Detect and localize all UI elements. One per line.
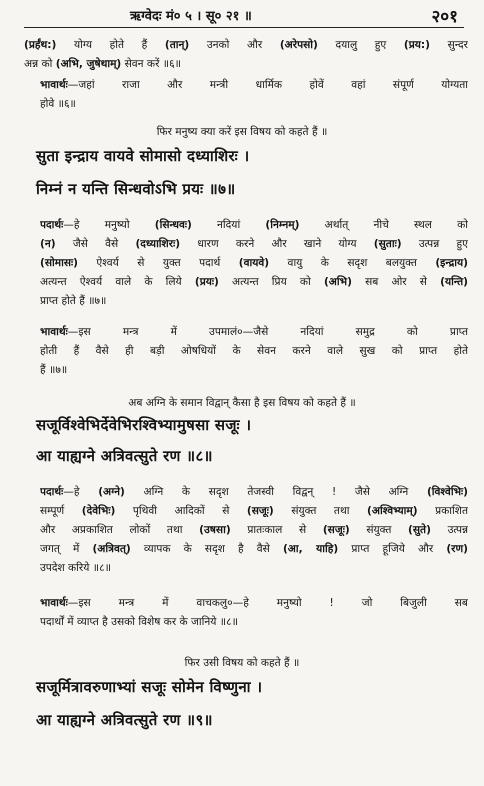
text-run: सेवन करें ॥६॥ [121,58,181,70]
term: (अत्रिवत्) [92,543,131,555]
term: (अश्विभ्याम्) [367,505,418,517]
text-line [40,521,468,540]
text-line [40,273,468,292]
text-run: अग्नि के सदृश तेजस्वी विद्वन् ! जैसे अग्नि [124,486,427,498]
page-header [0,6,484,28]
term: (सिन्धवः) [154,219,192,231]
text-run: सब ओर से [351,276,441,288]
text-run: प्रकाशित [417,505,468,517]
bhavartha-block [40,323,468,380]
text-run: सुन्दर [429,39,468,51]
header-rule [24,27,464,28]
term: पदार्थः [40,486,64,498]
text-run: प्राप्त हूजिये और [338,543,447,555]
bhavartha-block [40,76,468,114]
text-run: जगत् में [40,543,93,555]
text-run: अत्यन्त प्रिय को [218,276,324,288]
term: (प्रर्हंथ:) [24,39,57,51]
term: (सजूः) [322,524,350,536]
text-run: व्यापक के सदृश है वैसे [130,543,283,555]
text-run: जैसे वैसे [55,238,136,250]
term: भावार्थः [40,79,68,91]
text-run: प्रातःकाल से [230,524,323,536]
text-line [40,292,468,311]
term: (सजूः) [246,505,274,517]
term: (न) [40,238,56,250]
padartha-block [40,216,468,311]
text-run: ऐश्वर्य से युक्त पदार्थ [77,257,239,269]
text-line [40,76,468,95]
text-run: उपदेश करिये ॥८॥ [40,562,111,574]
term: (सोमासः) [40,257,78,269]
term: भावार्थः [40,597,68,609]
text-line [40,502,468,521]
text-run: —जहां राजा और मन्त्री धार्मिक होवें वहां संपूर्ण योग्यता [67,79,468,91]
text-line [40,594,468,613]
term: (निम्नम्) [265,219,300,231]
text-line [24,55,468,74]
running-head: ऋग्वेदः मं० ५ । सू० २१ ॥ [130,9,252,24]
text-run: और अप्रकाशित लोकों तथा [40,524,200,536]
term: (तान्) [164,39,190,51]
text-run: उत्पन्न [430,524,468,536]
text-line [40,361,468,380]
term: (रण) [446,543,468,555]
mantra-line: निम्नं न यन्ति सिन्धवोऽभि प्रयः ॥७॥ [36,180,236,198]
term: (उषसा) [199,524,231,536]
term: (इन्द्राय) [435,257,468,269]
text-line [40,323,468,342]
term: (अरेपसो) [279,39,318,51]
text-run: वायु के सदृश बलयुक्त [269,257,436,269]
text-line [40,216,468,235]
text-line [40,483,468,502]
term: (देवेभिः) [81,505,116,517]
text-run: दयालु हुए [317,39,404,51]
term: (अभि) [323,276,352,288]
mantra-line: आ याह्यग्ने अत्रिवत्सुते रण ॥९॥ [36,711,213,729]
page-number: २०१ [431,7,458,27]
term: (अभि, जुषेथाम्) [55,58,122,70]
text-run: होवे ॥६॥ [40,98,76,110]
text-run: संयुक्त तथा [273,505,368,517]
text-line [40,613,468,632]
text-line [40,342,468,361]
prose-block [24,36,468,74]
text-run: अर्थात् नीचे स्थल को [299,219,468,231]
text-run: उनको और [189,39,280,51]
bhavartha-block [40,594,468,632]
term: (दध्याशिरः) [135,238,181,250]
term: (विश्वेभिः) [426,486,468,498]
text-run: धारण करने और खाने योग्य [180,238,374,250]
text-line [40,95,468,114]
text-line [24,36,468,55]
term: (सुताः) [373,238,402,250]
term: (प्रयः) [194,276,219,288]
mantra-line: सजूर्विश्वेभिर्देवेभिरश्विभ्यामुषसा सजूः । [36,416,252,434]
text-run: अन्न को [24,58,56,70]
text-run: अत्यन्त ऐश्वर्य वाले के लिये [40,276,195,288]
text-run: प्राप्त होते हैं ॥७॥ [40,295,107,307]
text-run: —इस मन्त्र में उपमालं०—जैसे नदियां समुद्र को प्राप्त [67,326,468,338]
text-run: सम्पूर्ण [40,505,82,517]
text-line [40,559,468,578]
term: (यन्ति) [440,276,468,288]
term: (आ, याहि) [282,543,339,555]
text-line [40,254,468,273]
text-run: नदियां [191,219,266,231]
text-line [40,235,468,254]
text-run: होती हैं वैसे ही बड़ी ओषधियों के सेवन करने वाले सुख को प्राप्त होते [40,345,468,357]
term: (वायवे) [238,257,270,269]
mantra-line: सजूर्मित्रावरुणाभ्यां सजूः सोमेन विष्णुना । [36,678,263,696]
term: (सुते) [408,524,431,536]
text-run: —हे मनुष्यो [63,219,155,231]
term: (अग्ने) [98,486,125,498]
text-line [40,540,468,559]
text-run: हैं ॥७॥ [40,364,68,376]
section-intro: फिर मनुष्य क्या करें इस विषय को कहते हैं ॥ [156,126,328,138]
section-intro: फिर उसी विषय को कहते हैं ॥ [184,657,300,669]
text-run: उत्पन्न हुए [401,238,468,250]
mantra-line: आ याह्यग्ने अत्रिवत्सुते रण ॥८॥ [36,447,213,465]
padartha-block [40,483,468,578]
text-run: पदार्थों में व्याप्त है उसको विशेष कर के जानिये ॥८॥ [40,616,238,628]
term: भावार्थः [40,326,68,338]
section-intro: अब अग्नि के समान विद्वान् कैसा है इस विषय को कहते हैं ॥ [128,397,356,409]
mantra-line: सुता इन्द्राय वायवे सोमासो दध्याशिरः । [36,147,250,165]
text-run: —इस मन्त्र में वाचकलु०—हे मनुष्यो ! जो बिजुली सब [67,597,468,609]
term: पदार्थः [40,219,64,231]
text-run: पृथिवी आदिकों से [115,505,247,517]
text-run: योग्य होते हैं [56,39,165,51]
text-run: संयुक्त [349,524,409,536]
text-run: —हे [63,486,99,498]
term: (प्रय:) [403,39,430,51]
